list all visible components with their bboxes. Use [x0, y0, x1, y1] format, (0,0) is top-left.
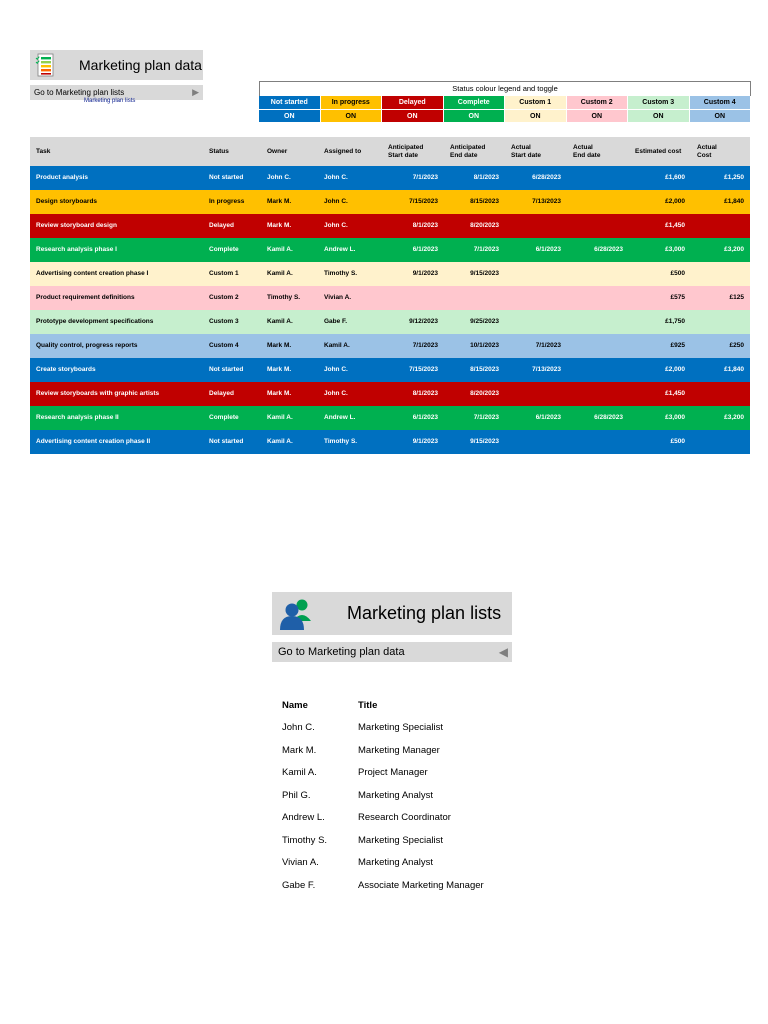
assigned-to-cell: John C.: [324, 222, 348, 230]
task-cell: Research analysis phase I: [36, 246, 117, 254]
legend-status-label: Complete: [444, 96, 506, 109]
estimated-cost-header: Estimated cost: [635, 147, 682, 155]
anticipated-start-cell: 6/1/2023: [412, 414, 438, 422]
title-header: Title: [358, 699, 378, 711]
anticipated-start-cell: 9/1/2023: [412, 270, 438, 278]
anticipated-end-cell: 10/1/2023: [470, 342, 499, 350]
status-cell: Custom 4: [209, 342, 239, 350]
anticipated-start-cell: 9/12/2023: [409, 318, 438, 326]
estimated-cost-cell: £1,750: [665, 318, 685, 326]
person-name: Andrew L.: [282, 812, 325, 824]
lists-title: Marketing plan lists: [347, 603, 502, 623]
owner-cell: Kamil A.: [267, 270, 293, 278]
status-cell: Custom 2: [209, 294, 239, 302]
legend-status-label: Not started: [259, 96, 321, 109]
anticipated-start-cell: 7/15/2023: [409, 198, 438, 206]
actual-cost-cell: £3,200: [724, 414, 744, 422]
anticipated-start-cell: 7/1/2023: [412, 342, 438, 350]
person-name: Timothy S.: [282, 834, 328, 846]
person-title: Marketing Manager: [358, 744, 440, 756]
status-cell: Not started: [209, 174, 244, 182]
owner-cell: Kamil A.: [267, 438, 293, 446]
task-cell: Quality control, progress reports: [36, 342, 138, 350]
anticipated-end-cell: 9/15/2023: [470, 270, 499, 278]
assigned-to-cell: Gabe F.: [324, 318, 348, 326]
actual-cost-cell: £1,840: [724, 198, 744, 206]
legend-status-label: In progress: [321, 96, 383, 109]
task-cell: Review storyboard design: [36, 222, 117, 230]
table-row[interactable]: [30, 406, 750, 430]
anticipated-end-cell: 8/20/2023: [470, 390, 499, 398]
person-title: Research Coordinator: [358, 812, 451, 824]
lists-sheet-header: [272, 592, 512, 635]
person-name: Phil G.: [282, 789, 311, 801]
assigned-to-cell: Kamil A.: [324, 342, 350, 350]
people-list: [282, 694, 484, 897]
actual-start-cell: 7/13/2023: [532, 198, 561, 206]
people-icon: [272, 592, 322, 635]
table-row[interactable]: [30, 334, 750, 358]
anticipated-start-cell: 8/1/2023: [412, 222, 438, 230]
actual-start-cell: 6/1/2023: [535, 246, 561, 254]
table-row[interactable]: [30, 430, 750, 454]
table-row[interactable]: [30, 166, 750, 190]
status-cell: Not started: [209, 366, 244, 374]
owner-cell: Mark M.: [267, 222, 292, 230]
table-header-row: [30, 137, 750, 166]
assigned-to-cell: John C.: [324, 366, 348, 374]
owner-cell: Mark M.: [267, 198, 292, 206]
table-body: [30, 166, 750, 454]
table-row[interactable]: [30, 238, 750, 262]
anticipated-end-cell: 8/1/2023: [473, 174, 499, 182]
person-title: Marketing Specialist: [358, 722, 444, 734]
person-title: Marketing Specialist: [358, 834, 444, 846]
estimated-cost-cell: £1,450: [665, 222, 685, 230]
person-name: Mark M.: [282, 744, 317, 756]
anticipated-start-cell: 7/15/2023: [409, 366, 438, 374]
person-name: Kamil A.: [282, 767, 317, 779]
actual-cost-cell: £250: [729, 342, 744, 350]
legend-toggle[interactable]: ON: [382, 109, 444, 122]
legend-toggle[interactable]: ON: [628, 109, 690, 122]
table-row[interactable]: [30, 382, 750, 406]
actual-start-header: Actual Start date: [511, 144, 541, 159]
task-cell: Advertising content creation phase II: [36, 438, 151, 446]
estimated-cost-cell: £3,000: [665, 414, 685, 422]
owner-header: Owner: [267, 147, 288, 155]
legend-status-label: Custom 3: [628, 96, 690, 109]
owner-cell: Mark M.: [267, 390, 292, 398]
legend-toggle[interactable]: ON: [690, 109, 752, 122]
name-header: Name: [282, 699, 308, 711]
owner-cell: John C.: [267, 174, 291, 182]
arrow-left-icon: ◀: [498, 645, 508, 659]
go-to-lists-label: Go to Marketing plan lists: [34, 88, 125, 97]
assigned-to-cell: Timothy S.: [324, 270, 358, 278]
anticipated-start-cell: 6/1/2023: [412, 246, 438, 254]
owner-cell: Timothy S.: [267, 294, 301, 302]
task-cell: Design storyboards: [36, 198, 98, 206]
status-header: Status: [209, 147, 229, 155]
estimated-cost-cell: £500: [670, 270, 685, 278]
estimated-cost-cell: £925: [670, 342, 685, 350]
anticipated-end-cell: 8/15/2023: [470, 366, 499, 374]
list-item: [282, 762, 484, 785]
assigned-to-cell: John C.: [324, 198, 348, 206]
actual-start-cell: 6/1/2023: [535, 414, 561, 422]
marketing-plan-table: [30, 137, 750, 454]
legend-toggle[interactable]: ON: [505, 109, 567, 122]
actual-start-cell: 7/1/2023: [535, 342, 561, 350]
person-title: Marketing Analyst: [358, 789, 433, 801]
assigned-to-cell: John C.: [324, 174, 348, 182]
table-row[interactable]: [30, 214, 750, 238]
table-row[interactable]: [30, 286, 750, 310]
actual-start-cell: 6/28/2023: [532, 174, 561, 182]
legend-toggles-row: [259, 109, 751, 122]
legend-status-label: Custom 4: [690, 96, 752, 109]
actual-cost-cell: £125: [729, 294, 744, 302]
actual-cost-cell: £1,250: [724, 174, 744, 182]
assigned-to-cell: Timothy S.: [324, 438, 358, 446]
legend-caption: Status colour legend and toggle: [259, 81, 751, 96]
status-cell: In progress: [209, 198, 245, 206]
page-title: Marketing plan data: [79, 57, 202, 73]
task-cell: Product requirement definitions: [36, 294, 135, 302]
owner-cell: Kamil A.: [267, 414, 293, 422]
table-row[interactable]: [30, 310, 750, 334]
status-cell: Not started: [209, 438, 244, 446]
task-cell: Review storyboards with graphic artists: [36, 390, 160, 398]
assigned-to-cell: Vivian A.: [324, 294, 352, 302]
estimated-cost-cell: £2,000: [665, 366, 685, 374]
legend-status-label: Custom 1: [505, 96, 567, 109]
actual-cost-cell: £3,200: [724, 246, 744, 254]
anticipated-start-header: Anticipated Start date: [388, 144, 424, 159]
anticipated-end-cell: 7/1/2023: [473, 414, 499, 422]
actual-end-cell: 6/28/2023: [594, 414, 623, 422]
actual-cost-header: Actual Cost: [697, 144, 717, 159]
anticipated-end-header: Anticipated End date: [450, 144, 486, 159]
assigned-to-cell: John C.: [324, 390, 348, 398]
person-name: Gabe F.: [282, 879, 316, 891]
legend-status-label: Delayed: [382, 96, 444, 109]
status-cell: Complete: [209, 246, 239, 254]
legend-labels-row: [259, 96, 751, 109]
anticipated-end-cell: 9/15/2023: [470, 438, 499, 446]
estimated-cost-cell: £500: [670, 438, 685, 446]
people-body: [282, 717, 484, 897]
go-to-data-label: Go to Marketing plan data: [278, 646, 405, 658]
list-item: [282, 852, 484, 875]
anticipated-start-cell: 7/1/2023: [412, 174, 438, 182]
anticipated-start-cell: 9/1/2023: [412, 438, 438, 446]
list-item: [282, 784, 484, 807]
owner-cell: Mark M.: [267, 366, 292, 374]
task-header: Task: [36, 147, 51, 155]
status-cell: Custom 3: [209, 318, 239, 326]
go-to-data-link[interactable]: [272, 642, 512, 662]
legend-toggle[interactable]: ON: [444, 109, 506, 122]
task-cell: Product analysis: [36, 174, 89, 182]
arrow-right-icon: ▶: [192, 87, 199, 97]
estimated-cost-cell: £3,000: [665, 246, 685, 254]
assigned-to-cell: Andrew L.: [324, 414, 356, 422]
anticipated-end-cell: 8/15/2023: [470, 198, 499, 206]
legend-toggle[interactable]: ON: [321, 109, 383, 122]
assigned-to-cell: Andrew L.: [324, 246, 356, 254]
actual-start-cell: 7/13/2023: [532, 366, 561, 374]
person-name: John C.: [282, 722, 315, 734]
task-cell: Prototype development specifications: [36, 318, 154, 326]
anticipated-end-cell: 9/25/2023: [470, 318, 499, 326]
actual-cost-cell: £1,840: [724, 366, 744, 374]
status-legend: [259, 81, 751, 122]
estimated-cost-cell: £1,450: [665, 390, 685, 398]
list-item: [282, 874, 484, 897]
table-row[interactable]: [30, 262, 750, 286]
legend-toggle[interactable]: ON: [259, 109, 321, 122]
legend-status-label: Custom 2: [567, 96, 629, 109]
owner-cell: Kamil A.: [267, 318, 293, 326]
estimated-cost-cell: £2,000: [665, 198, 685, 206]
person-title: Project Manager: [358, 767, 428, 779]
checklist-icon: [30, 50, 60, 80]
owner-cell: Mark M.: [267, 342, 292, 350]
task-cell: Research analysis phase II: [36, 414, 119, 422]
link-tooltip: Marketing plan lists: [84, 98, 136, 104]
list-item: [282, 739, 484, 762]
anticipated-end-cell: 7/1/2023: [473, 246, 499, 254]
estimated-cost-cell: £1,600: [665, 174, 685, 182]
estimated-cost-cell: £575: [670, 294, 685, 302]
task-cell: Advertising content creation phase I: [36, 270, 149, 278]
status-cell: Delayed: [209, 390, 234, 398]
data-sheet-header: [30, 50, 203, 80]
task-cell: Create storyboards: [36, 366, 96, 374]
person-title: Marketing Analyst: [358, 857, 433, 869]
assigned-to-header: Assigned to: [324, 147, 362, 155]
table-row[interactable]: [30, 190, 750, 214]
table-row[interactable]: [30, 358, 750, 382]
list-item: [282, 807, 484, 830]
person-name: Vivian A.: [282, 857, 319, 869]
list-item: [282, 829, 484, 852]
person-title: Associate Marketing Manager: [358, 879, 484, 891]
anticipated-end-cell: 8/20/2023: [470, 222, 499, 230]
status-cell: Complete: [209, 414, 239, 422]
legend-toggle[interactable]: ON: [567, 109, 629, 122]
list-item: [282, 717, 484, 740]
status-cell: Delayed: [209, 222, 234, 230]
status-cell: Custom 1: [209, 270, 239, 278]
people-header-row: [282, 694, 484, 717]
anticipated-start-cell: 8/1/2023: [412, 390, 438, 398]
actual-end-cell: 6/28/2023: [594, 246, 623, 254]
actual-end-header: Actual End date: [573, 144, 601, 159]
owner-cell: Kamil A.: [267, 246, 293, 254]
